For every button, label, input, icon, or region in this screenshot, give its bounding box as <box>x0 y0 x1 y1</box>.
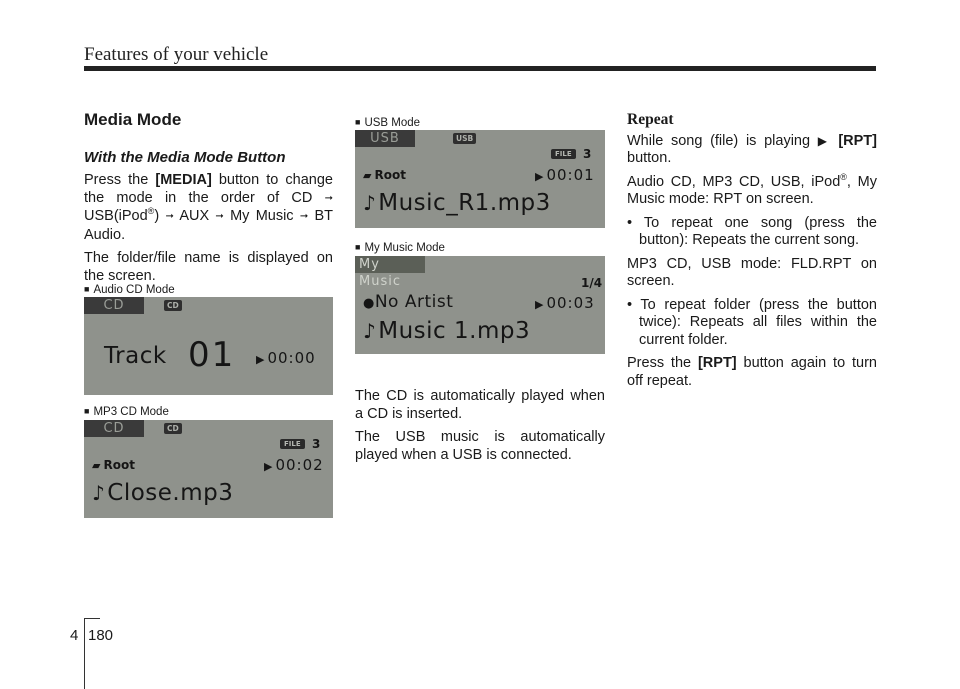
text-run: My Music <box>230 208 294 224</box>
person-icon: ● <box>363 296 375 311</box>
paragraph-rpt-press <box>627 133 877 168</box>
folder-text: Root <box>103 458 135 472</box>
footer-rule-horizontal <box>84 618 100 619</box>
usb-badge: USB <box>453 133 476 144</box>
text-run: button to change the mode in the order of CD <box>84 172 333 206</box>
caption-usb <box>355 117 420 129</box>
play-arrow-icon: ▶ <box>535 170 545 183</box>
file-name <box>92 480 233 506</box>
cd-badge: CD <box>164 423 182 434</box>
file-label: FILE <box>284 440 301 448</box>
artist-name <box>363 292 453 312</box>
file-label: FILE <box>555 150 572 158</box>
column-2-text <box>355 388 605 470</box>
key-label-rpt: [RPT] <box>697 355 737 371</box>
caption-my-music <box>355 242 445 254</box>
artist-text: No Artist <box>374 292 454 312</box>
text-run: AUX <box>179 208 210 224</box>
music-note-icon: ♪ <box>92 481 106 505</box>
play-time <box>535 166 595 184</box>
square-bullet-icon: ■ <box>84 284 90 294</box>
text-run: Press the <box>627 355 698 371</box>
play-arrow-icon: ▶ <box>535 298 545 311</box>
play-triangle-icon: ▶ <box>817 133 831 148</box>
paragraph-fld-rpt: MP3 CD, USB mode: FLD.RPT on screen. <box>627 255 877 289</box>
time-value: 00:00 <box>267 349 316 367</box>
paragraph-cd-autoplay: The CD is automatically played when a CD is inserted. <box>355 388 605 422</box>
folder-name <box>363 168 406 182</box>
folder-icon: ▰ <box>92 459 101 472</box>
screen-tab: CD <box>84 297 144 314</box>
folder-icon: ▰ <box>363 169 372 182</box>
text-run: While song (file) is playing <box>627 132 811 149</box>
caption-text: Audio CD Mode <box>93 284 175 296</box>
time-value: 00:02 <box>275 456 324 474</box>
text-run: BT Audio. <box>84 208 334 243</box>
folder-name <box>92 458 135 472</box>
square-bullet-icon: ■ <box>84 406 90 416</box>
play-time <box>535 294 595 312</box>
play-arrow-icon: ▶ <box>264 460 274 473</box>
time-value: 00:03 <box>546 294 595 312</box>
page-number-value: 180 <box>88 627 114 644</box>
screen-tab: USB <box>355 130 415 147</box>
square-bullet-icon: ■ <box>355 242 361 252</box>
text-run: , My Music mode: RPT on screen. <box>627 173 877 207</box>
registered-mark: ® <box>147 206 155 217</box>
track-count: 1/4 <box>581 276 603 290</box>
chapter-number: 4 <box>70 627 79 644</box>
music-note-icon: ♪ <box>363 191 377 215</box>
bullet-repeat-song: • To repeat one song (press the button): Repeats the current song. <box>627 214 877 248</box>
column-1 <box>84 111 333 291</box>
file-name-text: Music_R1.mp3 <box>378 190 551 216</box>
text-run: Press the <box>84 172 156 188</box>
track-label: Track <box>104 343 167 369</box>
screen-usb <box>355 130 605 228</box>
file-name-text: Music 1.mp3 <box>378 318 531 344</box>
caption-text: My Music Mode <box>364 242 445 254</box>
registered-mark: ® <box>840 171 847 182</box>
text-run: ) <box>154 208 160 224</box>
screen-my-music <box>355 256 605 354</box>
caption-audio-cd <box>84 284 175 296</box>
file-badge <box>280 439 305 449</box>
paragraph-usb-autoplay: The USB music is automatically played when a USB is connected. <box>355 429 605 463</box>
paragraph-folder-display: The folder/file name is displayed on the screen. <box>84 250 333 284</box>
file-name <box>363 318 530 344</box>
time-value: 00:01 <box>546 166 595 184</box>
play-time <box>264 456 324 474</box>
page-header-title: Features of your vehicle <box>84 44 269 65</box>
arrow-icon: ➞ <box>299 211 309 222</box>
square-bullet-icon: ■ <box>355 117 361 127</box>
key-label-media: [MEDIA] <box>155 172 212 188</box>
arrow-icon: ➞ <box>215 211 224 222</box>
arrow-icon: ➞ <box>324 192 333 204</box>
column-3 <box>627 111 877 396</box>
footer-rule-vertical <box>84 618 85 689</box>
cd-badge: CD <box>164 300 182 311</box>
file-name <box>363 190 551 216</box>
caption-text: MP3 CD Mode <box>93 406 169 418</box>
screen-tab: My Music <box>355 256 425 273</box>
subheading-media-button: With the Media Mode Button <box>84 148 286 166</box>
text-run: USB(iPod <box>84 208 148 224</box>
screen-audio-cd <box>84 297 333 395</box>
music-note-icon: ♪ <box>363 319 377 343</box>
key-label-rpt: [RPT] <box>838 132 877 149</box>
file-name-text: Close.mp3 <box>107 480 234 506</box>
section-heading-repeat: Repeat <box>627 111 674 128</box>
play-arrow-icon: ▶ <box>256 353 266 366</box>
play-time <box>256 349 316 367</box>
file-number: 3 <box>312 437 321 451</box>
file-badge <box>551 149 576 159</box>
caption-mp3-cd <box>84 406 169 418</box>
track-number: 01 <box>188 335 236 375</box>
header-rule-thin <box>300 70 876 71</box>
screen-tab: CD <box>84 420 144 437</box>
section-heading-media-mode: Media Mode <box>84 110 182 129</box>
arrow-icon: ➞ <box>165 211 174 222</box>
bullet-repeat-folder: • To repeat folder (press the button twice): Repeats all files within the current folder. <box>627 296 877 348</box>
text-run: button again to turn off repeat. <box>627 355 877 389</box>
paragraph-rpt-modes <box>627 171 877 209</box>
folder-text: Root <box>374 168 406 182</box>
file-number: 3 <box>583 147 592 161</box>
screen-mp3-cd <box>84 420 333 518</box>
paragraph-rpt-off <box>627 355 877 390</box>
text-run: Audio CD, MP3 CD, USB, iPod <box>627 173 841 190</box>
text-run: button. <box>627 150 672 166</box>
caption-text: USB Mode <box>364 117 421 129</box>
paragraph-media-order <box>84 172 333 244</box>
